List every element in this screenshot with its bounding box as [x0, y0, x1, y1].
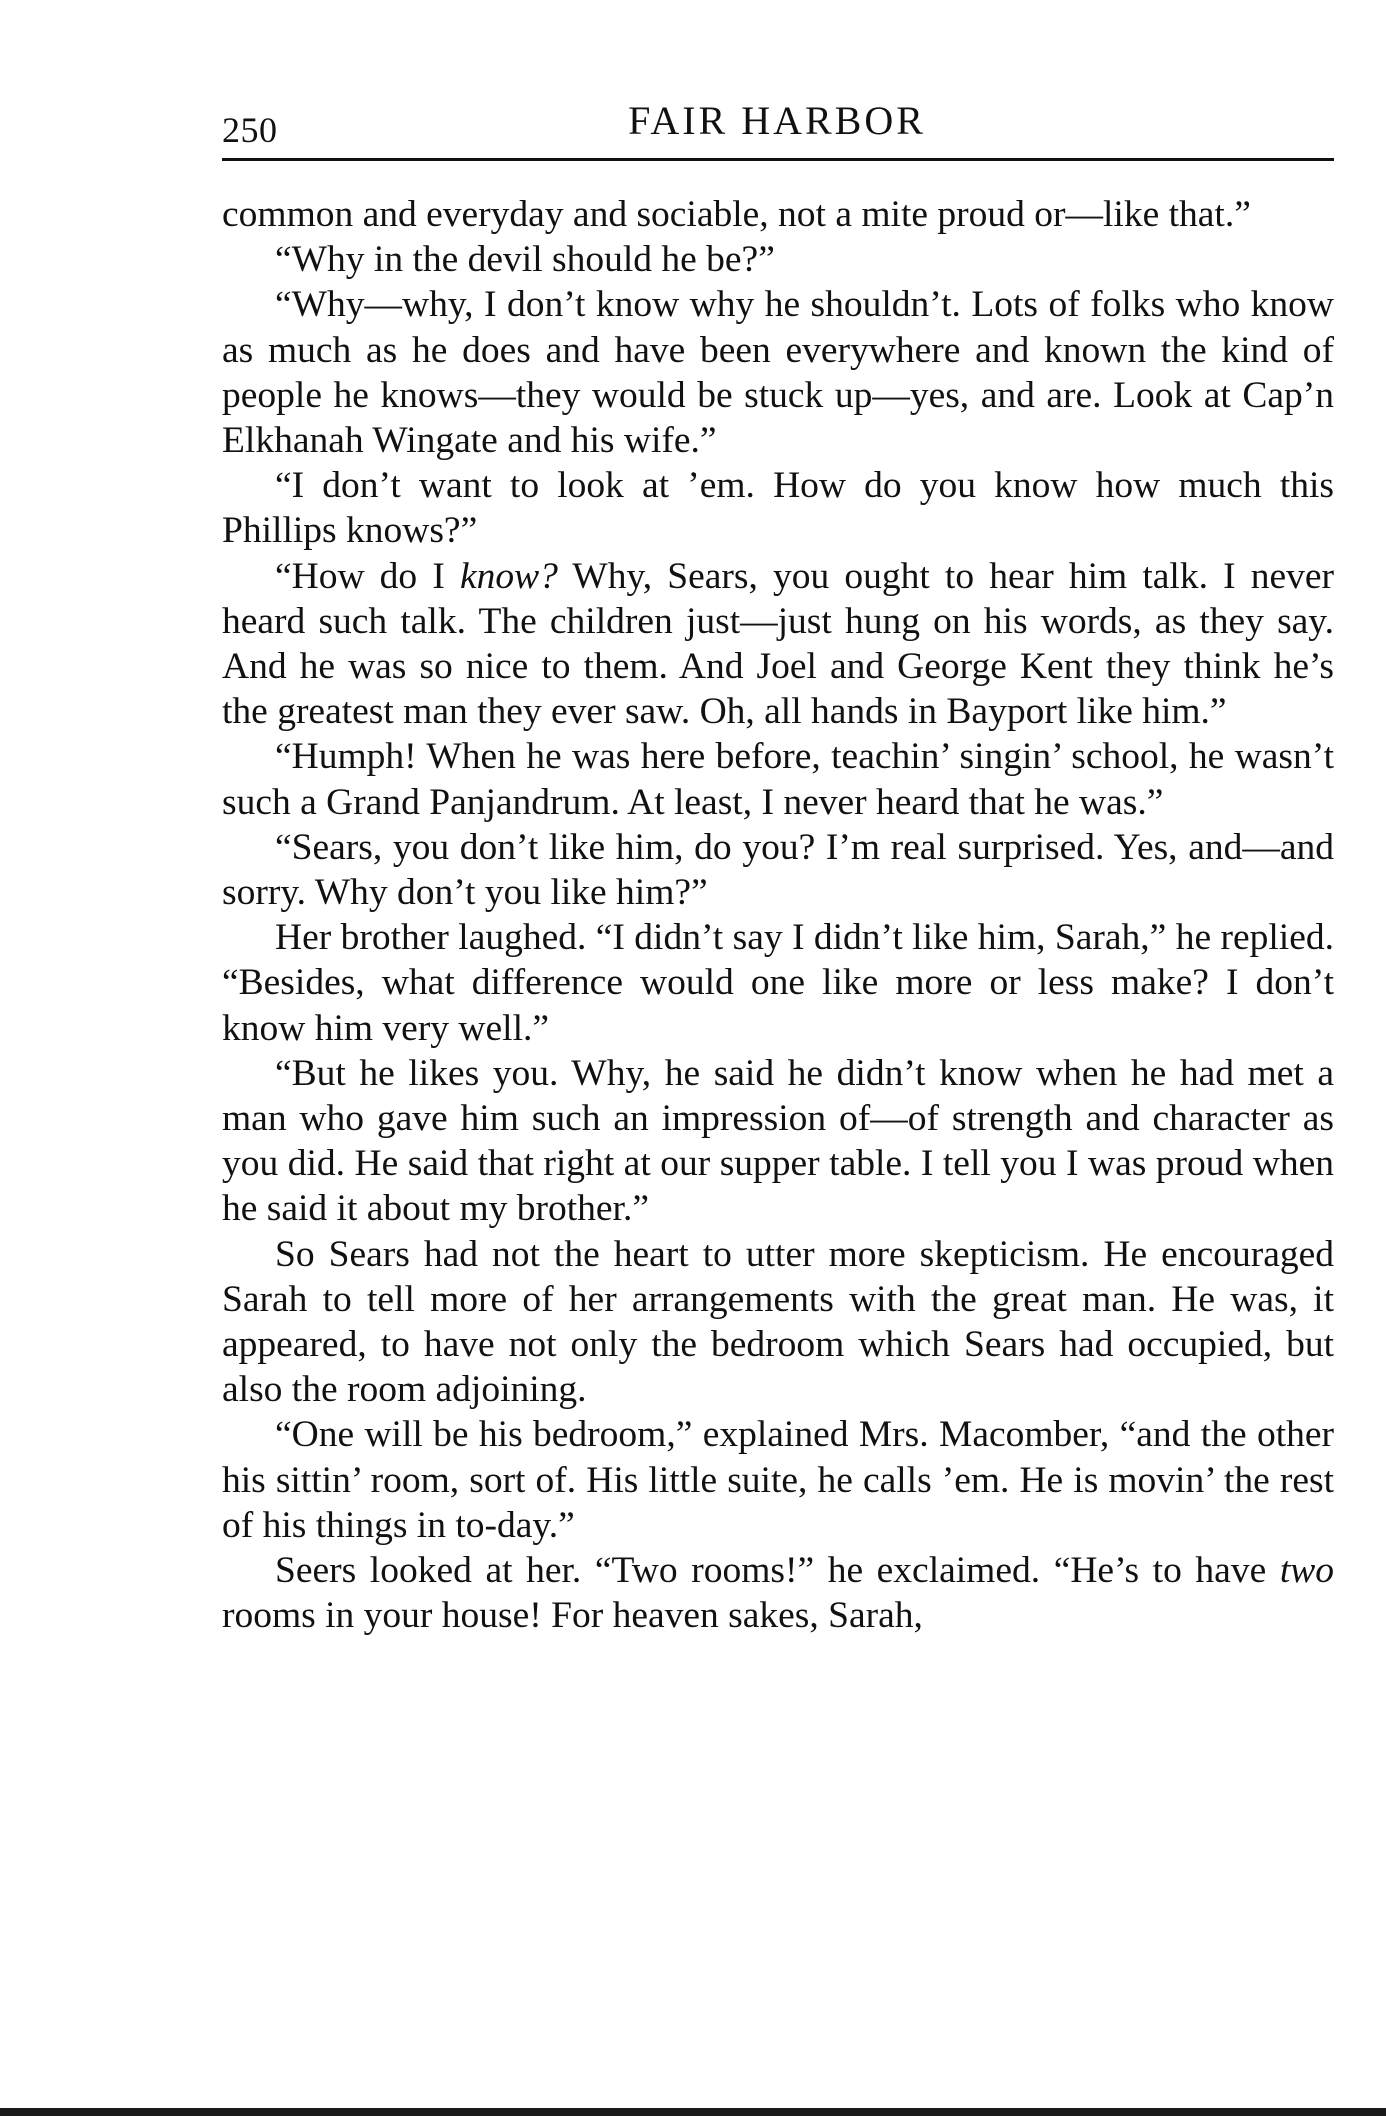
- text-run: Her brother laughed. “I didn’t say I didn’t like him, Sarah,” he replied. “Besides, what difference would one like more or less make? I don’t know him very well.”: [222, 917, 1334, 1049]
- text-run: “One will be his bedroom,” explained Mrs. Macomber, “and the other his sittin’ room, sort of. His little suite, he calls ’em. He is movin’ the rest of his things in to-day.”: [222, 1414, 1334, 1546]
- text-run: “Humph! When he was here before, teachin’ singin’ school, he wasn’t such a Grand Panjandrum. At least, I never heard that he was.”: [222, 736, 1334, 823]
- page-number: 250: [222, 110, 278, 150]
- paragraph: [222, 237, 1334, 282]
- paragraph: [222, 1412, 1334, 1548]
- paragraph: [222, 282, 1334, 463]
- text-run: “Why—why, I don’t know why he shouldn’t. Lots of folks who know as much as he does and have been everywhere and known the kind of people he knows—they would be stuck up—yes, and are. Look at Cap’n Elkhanah Wingate and his wife.”: [222, 284, 1334, 462]
- text-run: Seers looked at her. “Two rooms!” he exclaimed. “He’s to have: [275, 1550, 1280, 1592]
- text-run: Why, Sears, you ought to hear him talk. I never heard such talk. The children just—just hung on his words, as they say. And he was so nice to them. And Joel and George Kent they think he’s the greatest man they ever saw. Oh, all hands in Bayport like him.”: [222, 555, 1334, 733]
- paragraph: [222, 1548, 1334, 1638]
- text-run: rooms in your house! For heaven sakes, Sarah,: [222, 1595, 923, 1637]
- text-run: “How do I: [275, 555, 460, 597]
- header-rule: [222, 158, 1334, 161]
- running-head: [222, 98, 1332, 154]
- paragraph: [222, 1051, 1334, 1232]
- running-title: FAIR HARBOR: [628, 98, 926, 143]
- paragraph: [222, 463, 1334, 553]
- text-run: “I don’t want to look at ’em. How do you know how much this Phillips knows?”: [222, 465, 1334, 552]
- text-run: “But he likes you. Why, he said he didn’t know when he had met a man who gave him such an impression of—of strength and character as you did. He said that right at our supper table. I tell you I was proud when he said it about my brother.”: [222, 1052, 1334, 1230]
- text-run: So Sears had not the heart to utter more skepticism. He encouraged Sarah to tell more of her arrangements with the great man. He was, it appeared, to have not only the bedroom which Sears had occupied, but also the room adjoining.: [222, 1233, 1334, 1411]
- text-run: “Sears, you don’t like him, do you? I’m real surprised. Yes, and—and sorry. Why don’t you like him?”: [222, 826, 1334, 914]
- paragraph: [222, 825, 1334, 915]
- body-text: [222, 192, 1334, 1639]
- italic-text: two: [1279, 1550, 1334, 1592]
- bottom-edge-rule: [0, 2108, 1386, 2116]
- paragraph: [222, 915, 1334, 1051]
- text-run: common and everyday and sociable, not a mite proud or—like that.”: [222, 194, 1251, 235]
- italic-text: know?: [459, 555, 558, 597]
- paragraph: [222, 554, 1334, 735]
- paragraph: [222, 734, 1334, 824]
- paragraph: [222, 192, 1334, 237]
- paragraph: [222, 1232, 1334, 1413]
- text-run: “Why in the devil should he be?”: [275, 239, 775, 281]
